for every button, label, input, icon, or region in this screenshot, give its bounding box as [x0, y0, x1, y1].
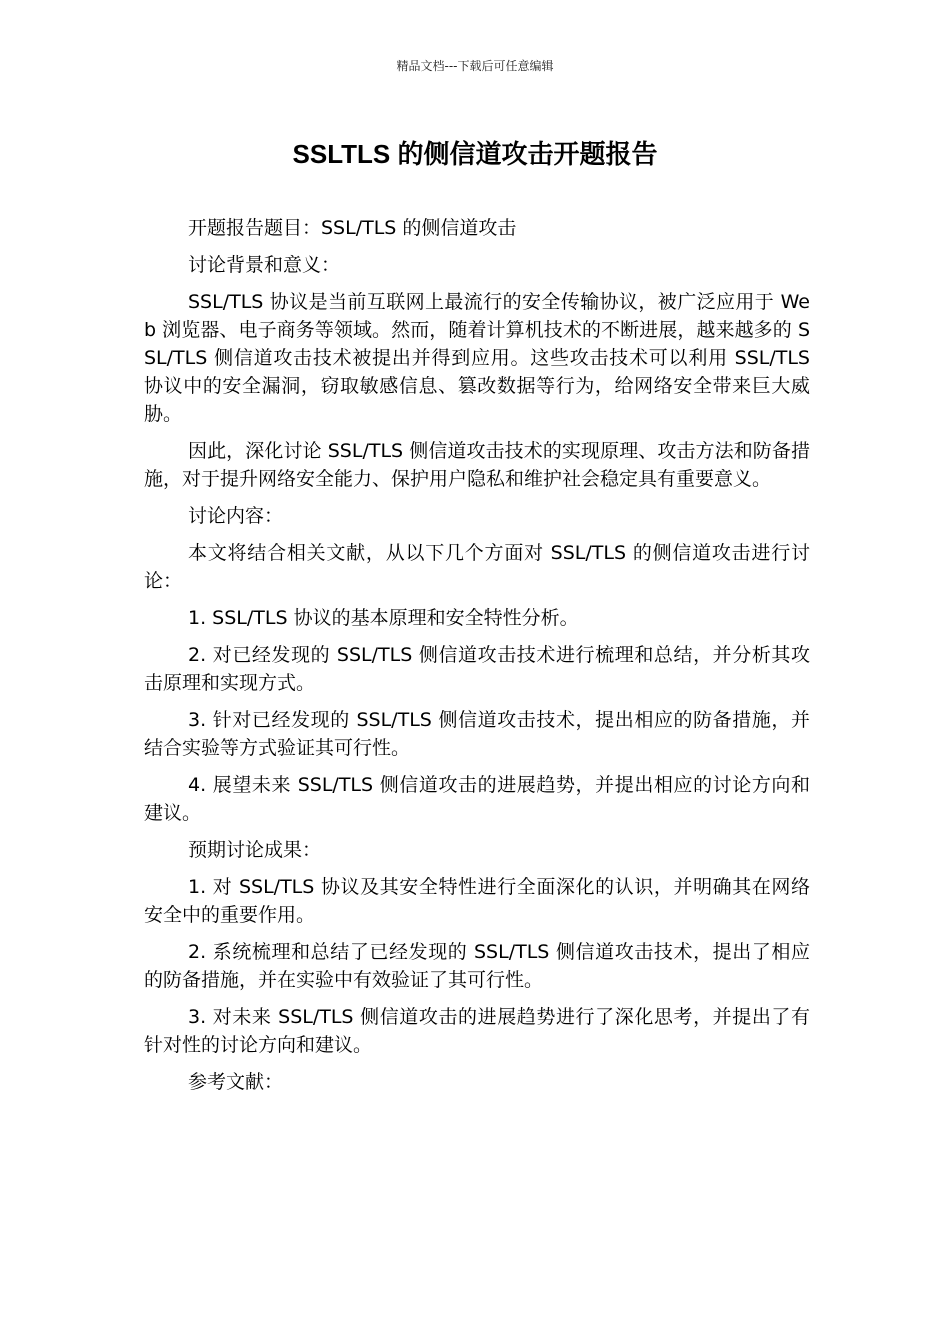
header-note: 精品文档---下载后可任意编辑 [396, 59, 554, 73]
section-heading-background: 讨论背景和意义： [188, 254, 341, 276]
topic-line: 开题报告题目：SSL/TLS 的侧信道攻击 [188, 217, 517, 239]
section-heading-content: 讨论内容： [188, 505, 284, 527]
section-heading-outcomes: 预期讨论成果： [188, 839, 322, 861]
outcome-item-1: 1. 对 SSL/TLS 协议及其安全特性进行全面深化的认识，并明确其在网络安全中的重要作用。 [144, 876, 810, 926]
content-item-4: 4. 展望未来 SSL/TLS 侧信道攻击的进展趋势，并提出相应的讨论方向和建议。 [144, 774, 810, 824]
content-item-1: 1. SSL/TLS 协议的基本原理和安全特性分析。 [188, 607, 579, 629]
content-intro-paragraph: 本文将结合相关文献，从以下几个方面对 SSL/TLS 的侧信道攻击进行讨论： [144, 542, 810, 592]
document-title: SSLTLS 的侧信道攻击开题报告 [292, 139, 658, 169]
significance-paragraph: 因此，深化讨论 SSL/TLS 侧信道攻击技术的实现原理、攻击方法和防备措施，对于提升网络安全能力、保护用户隐私和维护社会稳定具有重要意义。 [144, 440, 810, 490]
outcome-item-3: 3. 对未来 SSL/TLS 侧信道攻击的进展趋势进行了深化思考，并提出了有针对性的讨论方向和建议。 [144, 1006, 810, 1056]
content-item-3: 3. 针对已经发现的 SSL/TLS 侧信道攻击技术，提出相应的防备措施，并结合实验等方式验证其可行性。 [144, 709, 810, 759]
section-heading-references: 参考文献： [188, 1071, 284, 1093]
outcome-item-2: 2. 系统梳理和总结了已经发现的 SSL/TLS 侧信道攻击技术，提出了相应的防备措施，并在实验中有效验证了其可行性。 [144, 941, 810, 991]
document-body [144, 214, 810, 1105]
content-item-2: 2. 对已经发现的 SSL/TLS 侧信道攻击技术进行梳理和总结，并分析其攻击原理和实现方式。 [144, 644, 810, 694]
background-paragraph: SSL/TLS 协议是当前互联网上最流行的安全传输协议，被广泛应用于 Web 浏览器、电子商务等领域。然而，随着计算机技术的不断进展，越来越多的 SSL/TLS 侧信道攻击技术被提出并得到应用。这些攻击技术可以利用 SSL/TLS 协议中的安全漏洞，窃取敏感信息、篡改数据等行为，给网络安全带来巨大威胁。 [144, 291, 810, 425]
